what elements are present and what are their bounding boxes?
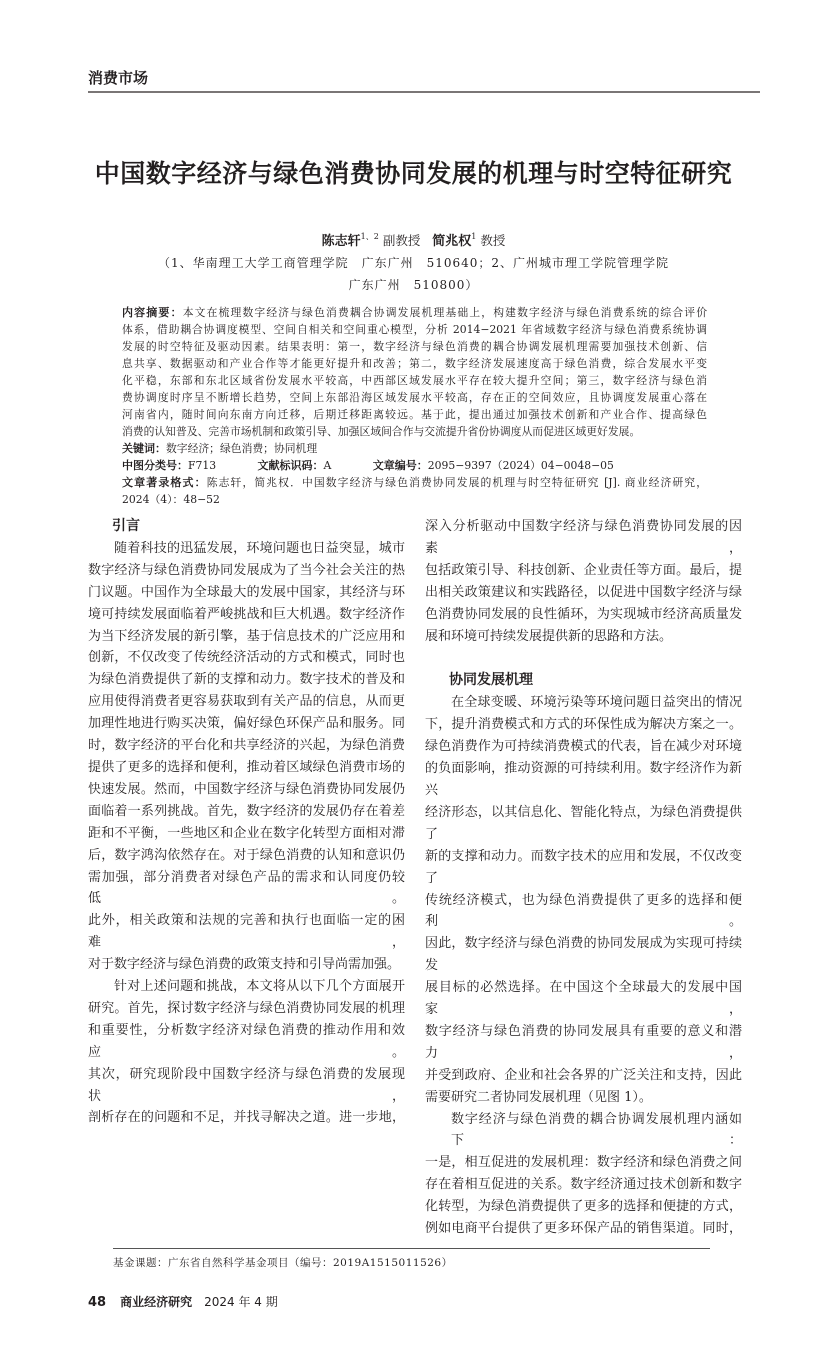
text-line: 时，数字经济的平台化和共享经济的兴起，为绿色消费 (88, 738, 405, 754)
text-line: 快速发展。然而，中国数字经济与绿色消费协同发展仍 (88, 781, 405, 797)
text-line: 一是，相互促进的发展机理：数字经济和绿色消费之间 (425, 1155, 742, 1171)
abstract-text: 化平稳，东部和东北区域省份发展水平较高，中西部区域发展水平存在较大提升空间；第三，数字经济与绿色消 (122, 374, 707, 387)
abstract-line (122, 338, 707, 355)
footnote-divider (113, 1248, 710, 1249)
text-line: 需加强，部分消费者对绿色产品的需求和认同度仍较低。 (88, 869, 405, 907)
text-line: 针对上述问题和挑战，本文将从以下几个方面展开 (114, 979, 405, 995)
text-line: 门议题。中国作为全球最大的发展中国家，其经济与环 (88, 584, 405, 600)
text-line: 数字经济与绿色消费的耦合协调发展机理内涵如下： (451, 1111, 742, 1149)
abstract-line (122, 321, 707, 338)
body-column-right (425, 516, 742, 1240)
abstract-block (122, 304, 707, 508)
article-number-value: 2095−9397（2024）04−0048−05 (427, 459, 614, 472)
journal-issue: 2024 年 4 期 (204, 1295, 278, 1309)
text-line: 后，数字鸿沟依然存在。对于绿色消费的认知和意识仍 (88, 847, 405, 863)
text-line: 数字经济与绿色消费的协同发展具有重要的意义和潜力， (425, 1023, 742, 1061)
abstract-text: 体系，借助耦合协调度模型、空间自相关和空间重心模型，分析 2014−2021 年省域数字经济与绿色消费系统协调 (122, 323, 707, 336)
text-line: 出相关政策建议和实践路径，以促进中国数字经济与绿 (425, 584, 742, 600)
text-line: 化转型，为绿色消费提供了更多的选择和便捷的方式， (425, 1199, 742, 1215)
text-line: 深入分析驱动中国数字经济与绿色消费协同发展的因素， (425, 519, 742, 556)
text-line: 应用使得消费者更容易获取到有关产品的信息，从而更 (88, 694, 405, 710)
text-line: 色消费协同发展的良性循环，为实现城市经济高质量发 (425, 606, 742, 622)
journal-name: 商业经济研究 (120, 1295, 193, 1309)
page-footer (88, 1293, 827, 1312)
page-number: 48 (88, 1295, 107, 1310)
paragraph (425, 516, 742, 647)
paragraph (88, 538, 405, 976)
abstract-text: 发展的时空特征及驱动因素。结果表明：第一，数字经济与绿色消费的耦合协调发展机理需要加强技术创新、信 (122, 340, 707, 353)
abstract-label: 内容摘要： (122, 306, 183, 319)
section-heading: 引言 (112, 518, 140, 534)
text-line: 展目标的必然选择。在中国这个全球最大的发展中国家， (425, 980, 742, 1018)
body-column-left (88, 516, 405, 1129)
text-line: 并受到政府、企业和社会各界的广泛关注和支持，因此 (425, 1067, 742, 1083)
section-header: 消费市场 (88, 69, 149, 87)
article-title: 中国数字经济与绿色消费协同发展的机理与时空特征研究 (94, 159, 733, 188)
section-heading: 协同发展机理 (449, 672, 533, 689)
paragraph (425, 692, 742, 1108)
text-line: 传统经济模式，也为绿色消费提供了更多的选择和便利。 (425, 892, 742, 930)
text-line: 在全球变暖、环境污染等环境问题日益突出的情况 (451, 695, 742, 711)
keywords-value: 数字经济；绿色消费；协同机理 (166, 442, 318, 455)
author-name: 陈志轩 (321, 234, 361, 249)
fund-footnote: 基金课题：广东省自然科学基金项目（编号：2019A1515011526） (113, 1257, 453, 1269)
abstract-line (122, 423, 707, 440)
abstract-line (122, 389, 707, 406)
author-affiliation-mark: 1 (471, 232, 477, 241)
affiliation-line: （1、华南理工大学工商管理学院 广东广州 510640；2、广州城市理工学院管理学院 (157, 256, 670, 270)
text-line: 对于数字经济与绿色消费的政策支持和引导尚需加强。 (88, 957, 401, 973)
abstract-line (122, 355, 707, 372)
text-line: 其次，研究现阶段中国数字经济与绿色消费的发展现状， (88, 1066, 405, 1104)
text-line: 经济形态，以其信息化、智能化特点，为绿色消费提供了 (425, 804, 742, 842)
abstract-text: 河南省内，随时间向东南方向迁移，后期迁移距离较远。基于此，提出通过加强技术创新和产业合作、提高绿色 (122, 408, 707, 421)
doc-code-value: A (323, 459, 332, 472)
keywords-label: 关键词： (122, 442, 166, 455)
text-line: 新的支撑和动力。而数字技术的应用和发展，不仅改变了 (425, 848, 742, 886)
abstract-line (122, 372, 707, 389)
text-line: 为当下经济发展的新引擎，基于信息技术的广泛应用和 (88, 628, 405, 644)
text-line: 因此，数字经济与绿色消费的协同发展成为实现可持续发 (425, 936, 742, 974)
text-line: 数字经济与绿色消费协同发展成为了当今社会关注的热 (88, 562, 405, 578)
citation-label: 文章著录格式： (122, 476, 207, 489)
text-line: 此外，相关政策和法规的完善和执行也面临一定的困难， (88, 913, 405, 951)
affiliation-line: 广东广州 510800） (348, 278, 479, 292)
clc-label: 中图分类号： (122, 459, 188, 472)
abstract-line (122, 406, 707, 423)
body-columns (88, 516, 742, 1240)
paragraph (425, 1109, 742, 1240)
text-line: 绿色消费作为可持续消费模式的代表，旨在减少对环境 (425, 739, 742, 755)
citation-text: 陈志轩，简兆权．中国数字经济与绿色消费协同发展的机理与时空特征研究 [J]. 商业经济研究， (206, 476, 708, 489)
text-line: 境可持续发展面临着严峻挑战和巨大机遇。数字经济作 (88, 606, 405, 622)
text-line: 展和环境可持续发展提供新的思路和方法。 (425, 628, 673, 644)
text-line: 随着科技的迅猛发展，环境问题也日益突显，城市 (114, 540, 405, 556)
text-line: 的负面影响，推动资源的可持续利用。数字经济作为新兴 (425, 761, 742, 798)
text-line: 为绿色消费提供了新的支撑和动力。数字技术的普及和 (88, 672, 405, 688)
text-line: 研究。首先，探讨数字经济与绿色消费协同发展的机理 (88, 1000, 405, 1016)
doc-code-label: 文献标识码： (257, 459, 324, 472)
text-line: 剖析存在的问题和不足，并找寻解决之道。进一步地， (88, 1110, 405, 1126)
author-affiliation-mark: 1、2 (360, 232, 379, 241)
text-line: 距和不平衡，一些地区和企业在数字化转型方面相对滞 (88, 825, 405, 841)
text-line: 包括政策引导、科技创新、企业责任等方面。最后，提 (425, 562, 742, 578)
abstract-text: 息共享、数据驱动和产业合作等才能更好提升和改善；第二，数字经济发展速度高于绿色消费，综合发展水平变 (122, 357, 707, 370)
abstract-text: 费协调度时序呈不断增长趋势，空间上东部沿海区域发展水平较高，存在正的空间效应，且协调度发展重心落在 (122, 391, 707, 404)
text-line: 下，提升消费模式和方式的环保性成为解决方案之一。 (425, 717, 742, 733)
text-line: 创新，不仅改变了传统经济活动的方式和模式，同时也 (88, 650, 405, 666)
text-line: 加理性地进行购买决策，偏好绿色环保产品和服务。同 (88, 716, 405, 732)
keywords (122, 440, 707, 457)
paragraph (88, 976, 405, 1129)
abstract-line (122, 304, 707, 321)
author-rank: 副教授 (382, 233, 421, 248)
author-name: 简兆权 (432, 234, 472, 249)
article-number-label: 文章编号： (372, 459, 428, 472)
text-line: 面临着一系列挑战。首先，数字经济的发展仍存在着差 (88, 803, 405, 819)
header-divider (88, 91, 760, 93)
classification-line (122, 457, 707, 474)
text-line: 需要研究二者协同发展机理（见图 1）。 (425, 1089, 652, 1105)
authors-line (0, 231, 827, 252)
text-line: 存在着相互促进的关系。数字经济通过技术创新和数字 (425, 1177, 742, 1193)
text-line: 例如电商平台提供了更多环保产品的销售渠道。同时， (425, 1221, 742, 1237)
author-rank: 教授 (480, 233, 506, 248)
citation-line (122, 474, 707, 491)
clc-value: F713 (188, 459, 217, 472)
abstract-text: 本文在梳理数字经济与绿色消费耦合协调发展机理基础上，构建数字经济与绿色消费系统的综合评价 (182, 306, 708, 319)
citation-line: 2024（4）：48−52 (122, 493, 220, 506)
text-line: 和重要性，分析数字经济对绿色消费的推动作用和效应。 (88, 1022, 405, 1060)
text-line: 提供了更多的选择和便利，推动着区域绿色消费市场的 (88, 759, 405, 775)
abstract-text: 消费的认知普及、完善市场机制和政策引导、加强区域间合作与交流提升省份协调度从而促进区域更好发展。 (122, 425, 641, 438)
